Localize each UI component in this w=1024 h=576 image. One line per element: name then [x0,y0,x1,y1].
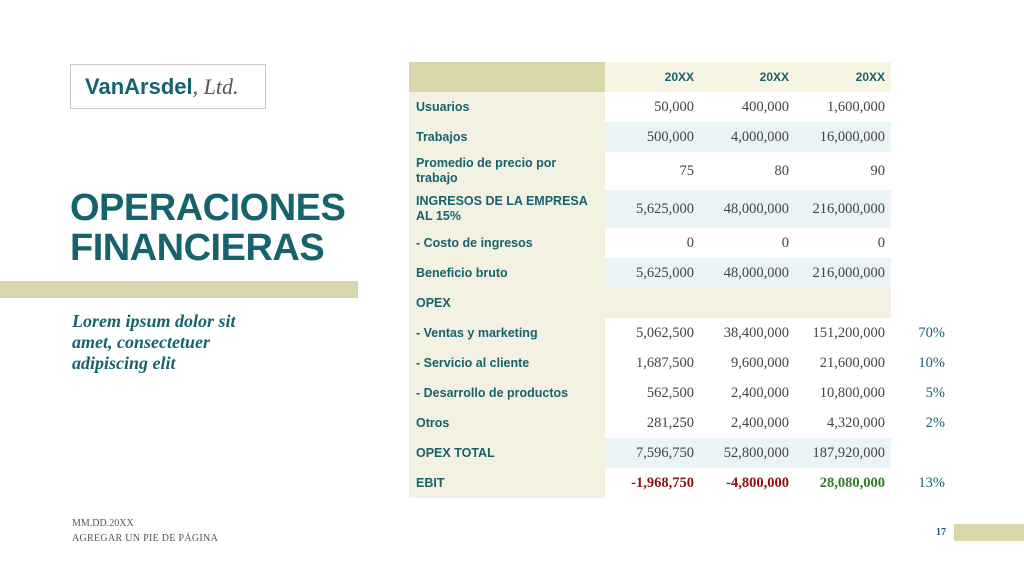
row-percent [891,288,951,318]
row-value: 0 [795,228,891,258]
table-row [409,348,951,378]
row-value: 4,000,000 [700,122,795,152]
row-percent: 2% [925,414,945,431]
row-value: 216,000,000 [795,258,891,288]
row-percent: 13% [918,474,945,491]
row-value: 16,000,000 [795,122,891,152]
row-value: 281,250 [605,408,700,438]
table-row-ebit [409,468,951,498]
row-percent [891,92,951,122]
row-value: 5,625,000 [605,190,700,228]
row-value: 48,000,000 [700,258,795,288]
title-line-1: OPERACIONES [70,187,346,229]
header-year-1: 20XX [605,62,700,92]
row-value: 2,400,000 [700,408,795,438]
financial-table [409,62,951,498]
row-label: Trabajos [409,122,605,152]
footer-text: AGREGAR UN PIE DE PÁGINA [72,533,219,544]
table-header-row [409,62,951,92]
table-row-opex-section [409,288,951,318]
header-corner [409,62,605,92]
row-value: 48,000,000 [700,190,795,228]
row-value: 50,000 [605,92,700,122]
row-label: INGRESOS DE LA EMPRESA AL 15% [409,190,605,228]
row-label: - Ventas y marketing [409,318,605,348]
table-row [409,378,951,408]
logo-name: VanArsdel [85,73,193,99]
row-value-negative: -1,968,750 [605,468,700,498]
row-value: 9,600,000 [700,348,795,378]
row-label: - Costo de ingresos [409,228,605,258]
row-label: Otros [409,408,605,438]
table-row [409,152,951,190]
table-row [409,408,951,438]
row-value: 5,062,500 [605,318,700,348]
row-value [795,288,891,318]
row-value: 5,625,000 [605,258,700,288]
row-value: 562,500 [605,378,700,408]
row-percent [891,122,951,152]
table-row [409,190,951,228]
table-row [409,258,951,288]
header-year-3: 20XX [795,62,891,92]
row-value: 0 [700,228,795,258]
row-label: Beneficio bruto [409,258,605,288]
slide-title [70,188,370,268]
row-value: 75 [605,152,700,190]
row-value: 80 [700,152,795,190]
row-value-negative: -4,800,000 [700,468,795,498]
row-percent [891,152,951,190]
row-label: OPEX [409,288,605,318]
row-label: Promedio de precio por trabajo [409,152,605,190]
page-number: 17 [936,527,946,538]
row-label: - Desarrollo de productos [409,378,605,408]
row-value: 151,200,000 [795,318,891,348]
row-percent: 5% [925,384,945,401]
row-label: EBIT [409,468,605,498]
row-value: 7,596,750 [605,438,700,468]
slide-subtitle: Lorem ipsum dolor sit amet, consectetuer adipiscing elit [72,311,236,373]
footer-date: MM.DD.20XX [72,518,134,529]
table-row [409,228,951,258]
row-value: 1,600,000 [795,92,891,122]
table-row [409,318,951,348]
row-value: 4,320,000 [795,408,891,438]
row-value: 21,600,000 [795,348,891,378]
table-row [409,92,951,122]
company-logo [70,64,266,109]
row-value: 216,000,000 [795,190,891,228]
row-value: 10,800,000 [795,378,891,408]
row-value: 400,000 [700,92,795,122]
row-value: 1,687,500 [605,348,700,378]
row-value: 38,400,000 [700,318,795,348]
row-percent: 70% [918,324,945,341]
logo-suffix: , Ltd. [192,73,239,99]
table-row-opex-total [409,438,951,468]
row-value: 500,000 [605,122,700,152]
row-value: 90 [795,152,891,190]
table-row [409,122,951,152]
row-percent [891,228,951,258]
page-accent-bar [954,524,1024,541]
row-value: 187,920,000 [795,438,891,468]
row-percent [891,258,951,288]
row-label: Usuarios [409,92,605,122]
row-percent: 10% [918,354,945,371]
row-value: 2,400,000 [700,378,795,408]
row-value: 52,800,000 [700,438,795,468]
title-line-2: FINANCIERAS [70,227,325,269]
row-percent [891,438,951,468]
row-value [700,288,795,318]
row-label: - Servicio al cliente [409,348,605,378]
row-value [605,288,700,318]
header-year-2: 20XX [700,62,795,92]
title-accent-bar [0,281,358,298]
row-percent [891,190,951,228]
row-label: OPEX TOTAL [409,438,605,468]
row-value-positive: 28,080,000 [795,468,891,498]
header-percent [891,62,951,92]
row-value: 0 [605,228,700,258]
